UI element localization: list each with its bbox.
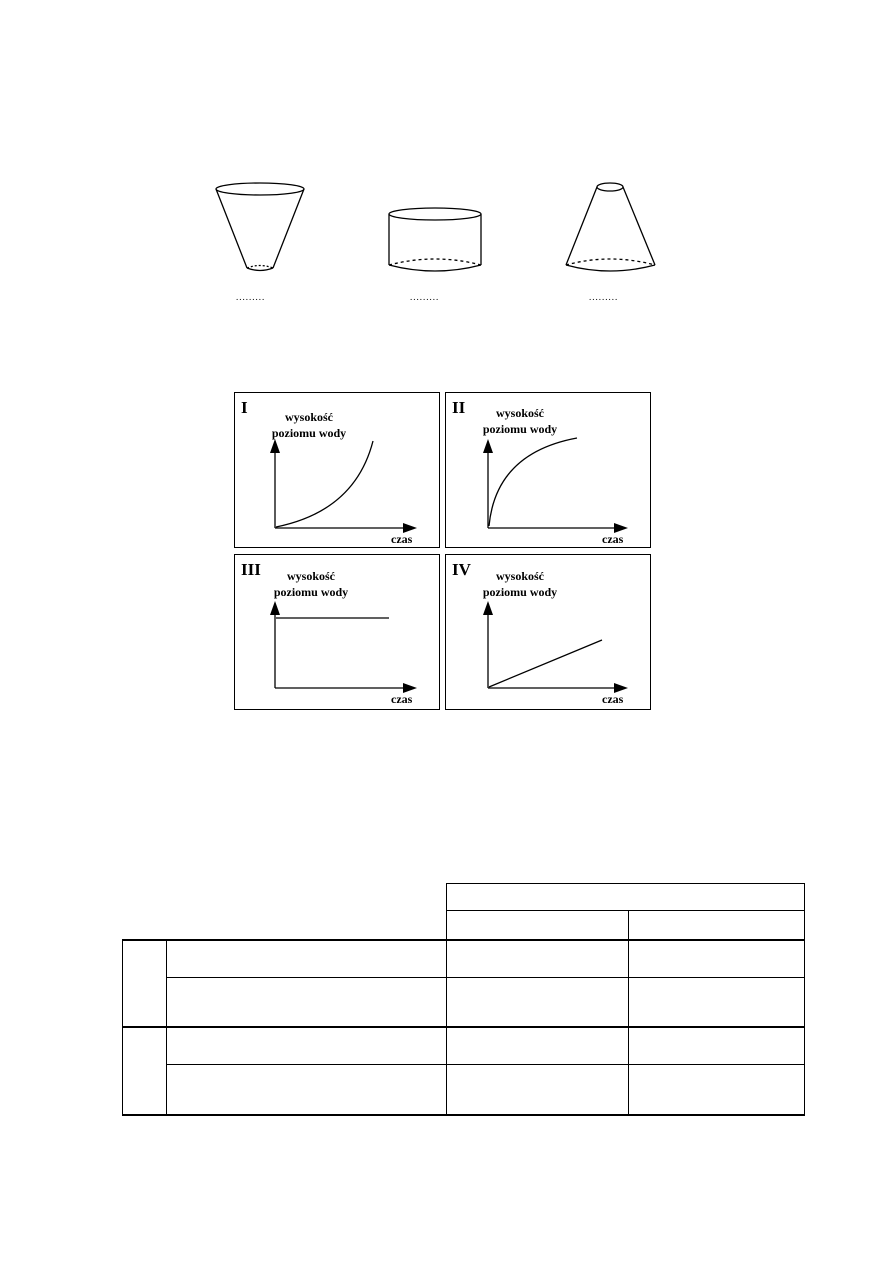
graph-II-xlabel: czas <box>602 532 624 546</box>
graph-IV-ylabel: wysokość poziomu wody <box>482 569 558 599</box>
vessels-illustration <box>0 0 893 340</box>
table-row-label-2 <box>123 1027 167 1115</box>
cone-vessel <box>566 183 655 271</box>
graph-I-ylabel: wysokość poziomu wody <box>271 410 347 440</box>
table-cell <box>167 1065 447 1115</box>
answer-table <box>122 883 805 1116</box>
table-row-label-1 <box>123 940 167 1027</box>
graph-I-xlabel: czas <box>391 532 413 546</box>
graph-I-number: I <box>241 398 248 417</box>
graph-panel-II <box>445 392 651 548</box>
answer-blank-cylinder[interactable]: ......... <box>410 292 440 302</box>
cylinder-vessel <box>389 208 481 271</box>
graph-III-number: III <box>241 560 261 579</box>
y-axis-arrow-icon <box>270 601 280 615</box>
y-axis-arrow-icon <box>483 601 493 615</box>
table-cell <box>167 1027 447 1065</box>
graph-IV-number: IV <box>452 560 471 579</box>
table-cell <box>167 940 447 978</box>
answer-blank-funnel[interactable]: ......... <box>236 292 266 302</box>
table-header-group <box>447 884 805 911</box>
graph-I-curve <box>276 441 373 527</box>
table-subheader-cell <box>629 911 805 940</box>
table-answer-cell[interactable] <box>629 1065 805 1115</box>
graph-III-ylabel: wysokość poziomu wody <box>273 569 349 599</box>
graph-II-curve <box>489 438 577 526</box>
table-cell <box>167 978 447 1027</box>
graph-panel-III <box>234 554 440 710</box>
table-answer-cell[interactable] <box>629 978 805 1027</box>
graph-III-xlabel: czas <box>391 692 413 706</box>
table-answer-cell[interactable] <box>447 940 629 978</box>
table-answer-cell[interactable] <box>447 1065 629 1115</box>
table-answer-cell[interactable] <box>447 1027 629 1065</box>
answer-blank-cone[interactable]: ......... <box>589 292 619 302</box>
y-axis-arrow-icon <box>270 439 280 453</box>
y-axis-arrow-icon <box>483 439 493 453</box>
table-subheader-cell <box>447 911 629 940</box>
graph-IV-xlabel: czas <box>602 692 624 706</box>
table-answer-cell[interactable] <box>629 940 805 978</box>
table-answer-cell[interactable] <box>447 978 629 1027</box>
graph-panel-I <box>234 392 440 548</box>
graph-IV-line <box>489 640 602 687</box>
graph-II-number: II <box>452 398 466 417</box>
table-answer-cell[interactable] <box>629 1027 805 1065</box>
funnel-vessel <box>216 183 304 271</box>
graph-panel-IV <box>445 554 651 710</box>
graph-II-ylabel: wysokość poziomu wody <box>482 406 558 436</box>
